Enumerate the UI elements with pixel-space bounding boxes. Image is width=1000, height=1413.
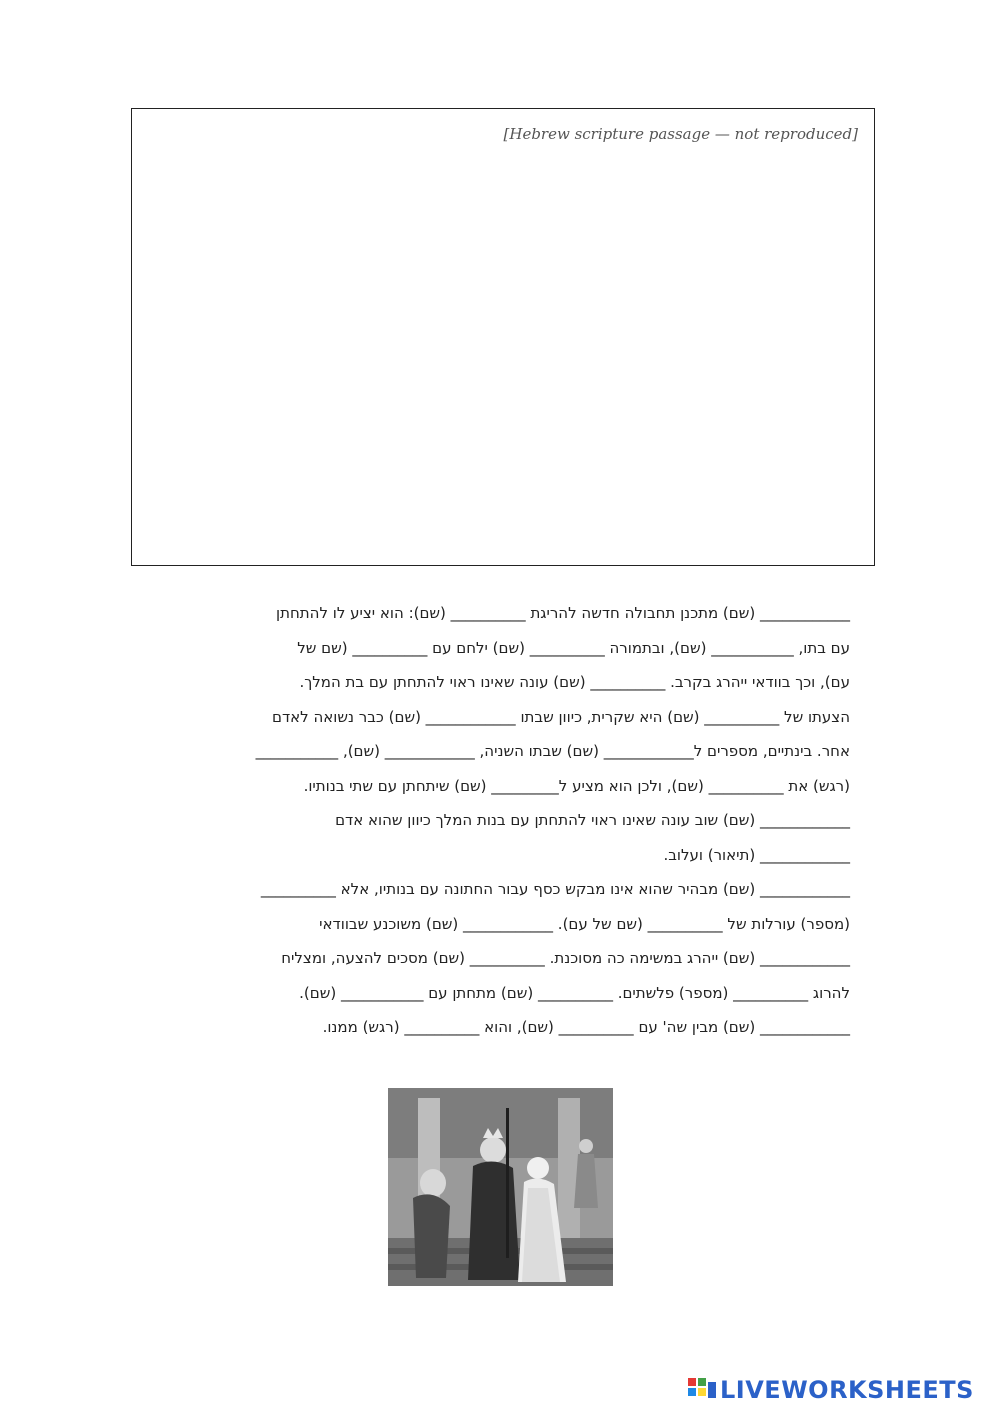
exercise-line[interactable]: אחר. בינתיים, מספרים ל____________ (שם) שבתו השניה, ____________ (שם), ___________ [255,742,850,760]
exercise-line[interactable]: ____________ (שם) שוב עונה שאינו ראוי להתחתן עם בנות המלך כיוון שהוא אדם [335,811,850,829]
exercise-line[interactable]: ____________ (שם) מבין שה' עם __________ (שם), והוא __________ (רגש) ממנו. [322,1018,850,1036]
fill-in-exercise [150,596,850,1045]
exercise-line[interactable]: (רגש) את __________ (שם), ולכן הוא מציע ל_________ (שם) שיתחתן עם שתי בנותיו. [303,776,850,795]
exercise-line[interactable]: ____________ (שם) מתכנן תחבולה חדשה להריגת __________ (שם): הוא יציע לו להתחתן [276,604,850,622]
engraving-illustration [388,1088,613,1286]
exercise-line[interactable]: להרוג __________ (מספר) פלשתים. __________ (שם) מתחתן עם ___________ (שם). [299,983,850,1002]
scripture-placeholder: [Hebrew scripture passage — not reproduced] [503,125,858,143]
exercise-line[interactable]: עם), וכך בוודאי ייהרג בקרב. __________ (שם) עונה שאינו ראוי להתחתן עם בת המלך. [299,673,850,691]
exercise-line[interactable]: ____________ (שם) מבהיר שהוא אינו מבקש כסף עבור החתונה עם בנותיו, אלא __________ [260,880,850,898]
exercise-line[interactable]: ____________ (שם) ייהרג במשימה כה מסוכנת. __________ (שם) מסכים להצעה, ומצליח [281,949,850,967]
logo-text: LIVEWORKSHEETS [720,1376,974,1404]
exercise-line[interactable]: (מספר) עורלות של __________ (שם של עם). ____________ (שם) משוכנע שבוודאי [319,914,850,933]
exercise-line[interactable]: הצעתו של __________ (שם) היא שקרית, כיוון שבתו ____________ (שם) כבר נשואה לאדם [272,707,850,726]
scripture-box [131,108,875,566]
exercise-line[interactable]: עם בתו, ___________ (שם), ובתמורה __________ (שם) ילחם עם __________ (שם של [297,638,850,657]
liveworksheets-logo-icon [688,1378,716,1402]
liveworksheets-logo [688,1376,974,1404]
exercise-line[interactable]: ____________ (תיאור) ועלוב. [663,845,850,864]
